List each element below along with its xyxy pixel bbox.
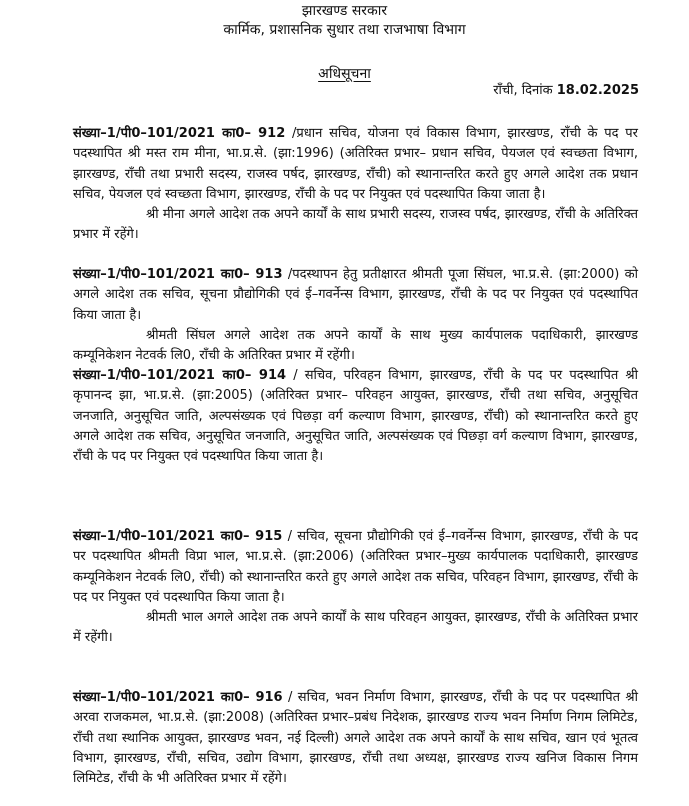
order-reference: संख्या–1/पी0–101/2021 का0– 913 bbox=[73, 267, 283, 282]
order-reference: संख्या–1/पी0–101/2021 का0– 914 bbox=[73, 368, 287, 383]
order-text: / सचिव, भवन निर्माण विभाग, झारखण्ड, राँची के पद पर पदस्थापित श्री अरवा राजकमल, भा.प्र.से. (झा:2008) (अतिरिक्त प्रभार–प्रबंध निदेशक, झारखण्ड राज्य भवन निर्माण निगम लिमिटेड, राँची तथा स्थानिक आयुक्त, झारखण्ड भवन, नई दिल्ली) अगले आदेश तक अपने कार्यों के साथ सचिव, खान एवं भूतत्व विभाग, झारखण्ड, राँची, सचिव, उद्योग विभाग, झारखण्ड, राँची तथा अध्यक्ष, झारखण्ड राज्य खनिज विकास निगम लिमिटेड, राँची के भी अतिरिक्त प्रभार में रहेंगे। bbox=[73, 690, 639, 787]
order-paragraph bbox=[73, 366, 638, 467]
order-text: /प्रधान सचिव, योजना एवं विकास विभाग, झारखण्ड, राँची के पद पर पदस्थापित श्री मस्त राम मीना, भा.प्र.से. (झा:1996) (अतिरिक्त प्रभार– प्रधान सचिव, पेयजल एवं स्वच्छता विभाग, झारखण्ड, राँची तथा प्रभारी सदस्य, राजस्व पर्षद, झारखण्ड, राँची) को स्थानान्तरित करते हुए अगले आदेश तक प्रधान सचिव, पेयजल एवं स्वच्छता विभाग, झारखण्ड, राँची के पद पर नियुक्त एवं पदस्थापित किया जाता है। bbox=[73, 126, 638, 202]
notice-title-text: अधिसूचना bbox=[318, 66, 371, 82]
order-section-916 bbox=[73, 688, 638, 789]
order-section-914 bbox=[73, 366, 638, 467]
order-note: श्री मीना अगले आदेश तक अपने कार्यों के साथ प्रभारी सदस्य, राजस्व पर्षद, झारखण्ड, राँची के अतिरिक्त प्रभार में रहेंगे। bbox=[73, 207, 638, 243]
order-text: / सचिव, परिवहन विभाग, झारखण्ड, राँची के पद पर पदस्थापित श्री कृपानन्द झा, भा.प्र.से. (झा:2005) (अतिरिक्त प्रभार– परिवहन आयुक्त, झारखण्ड, राँची तथा सचिव, अनुसूचित जनजाति, अनुसूचित जाति, अल्पसंख्यक एवं पिछड़ा वर्ग कल्याण विभाग, झारखण्ड, राँची) को स्थानान्तरित करते हुए अगले आदेश तक सचिव, अनुसूचित जनजाति, अनुसूचित जाति, अल्पसंख्यक एवं पिछड़ा वर्ग कल्याण विभाग, झारखण्ड, राँची के पद पर नियुक्त एवं पदस्थापित किया जाता है। bbox=[73, 368, 638, 465]
dateline bbox=[493, 82, 639, 100]
order-reference: संख्या–1/पी0–101/2021 का0– 916 bbox=[73, 690, 283, 705]
order-section-915 bbox=[73, 527, 638, 649]
order-paragraph bbox=[73, 124, 638, 205]
order-paragraph bbox=[73, 265, 638, 326]
order-reference: संख्या–1/पी0–101/2021 का0– 915 bbox=[73, 529, 283, 544]
order-text: /पदस्थापन हेतु प्रतीक्षारत श्रीमती पूजा सिंघल, भा.प्र.से. (झा:2000) को अगले आदेश तक सचिव, सूचना प्रौद्योगिकी एवं ई–गवर्नेन्स विभाग, झारखण्ड, राँची के पद पर नियुक्त एवं पदस्थापित किया जाता है। bbox=[73, 267, 638, 323]
notice-title bbox=[0, 65, 689, 83]
order-text: / सचिव, सूचना प्रौद्योगिकी एवं ई–गवर्नेन्स विभाग, झारखण्ड, राँची के पद पर पदस्थापित श्रीमती विप्रा भाल, भा.प्र.से. (झा:2006) (अतिरिक्त प्रभार–मुख्य कार्यपालक पदाधिकारी, झारखण्ड कम्यूनिकेशन नेटवर्क लि0, राँची) को स्थानान्तरित करते हुए अगले आदेश तक सचिव, परिवहन विभाग, झारखण्ड, राँची के पद पर नियुक्त एवं पदस्थापित किया जाता है। bbox=[73, 529, 638, 605]
order-section-913 bbox=[73, 265, 638, 366]
order-reference: संख्या–1/पी0–101/2021 का0– 912 bbox=[73, 126, 286, 141]
order-section-912 bbox=[73, 124, 638, 246]
order-note: श्रीमती भाल अगले आदेश तक अपने कार्यों के साथ परिवहन आयुक्त, झारखण्ड, राँची के अतिरिक्त प्रभार में रहेंगी। bbox=[73, 610, 638, 646]
government-name: झारखण्ड सरकार bbox=[301, 3, 388, 19]
dateline-date: 18.02.2025 bbox=[556, 83, 639, 98]
order-paragraph bbox=[73, 527, 638, 608]
order-paragraph bbox=[73, 688, 638, 789]
department-name: कार्मिक, प्रशासनिक सुधार तथा राजभाषा विभाग bbox=[223, 22, 466, 38]
order-note: श्रीमती सिंघल अगले आदेश तक अपने कार्यों के साथ मुख्य कार्यपालक पदाधिकारी, झारखण्ड कम्यूनिकेशन नेटवर्क लि0, राँची के अतिरिक्त प्रभार में रहेंगी। bbox=[73, 327, 638, 364]
dateline-place: राँची, दिनांक bbox=[493, 83, 553, 98]
